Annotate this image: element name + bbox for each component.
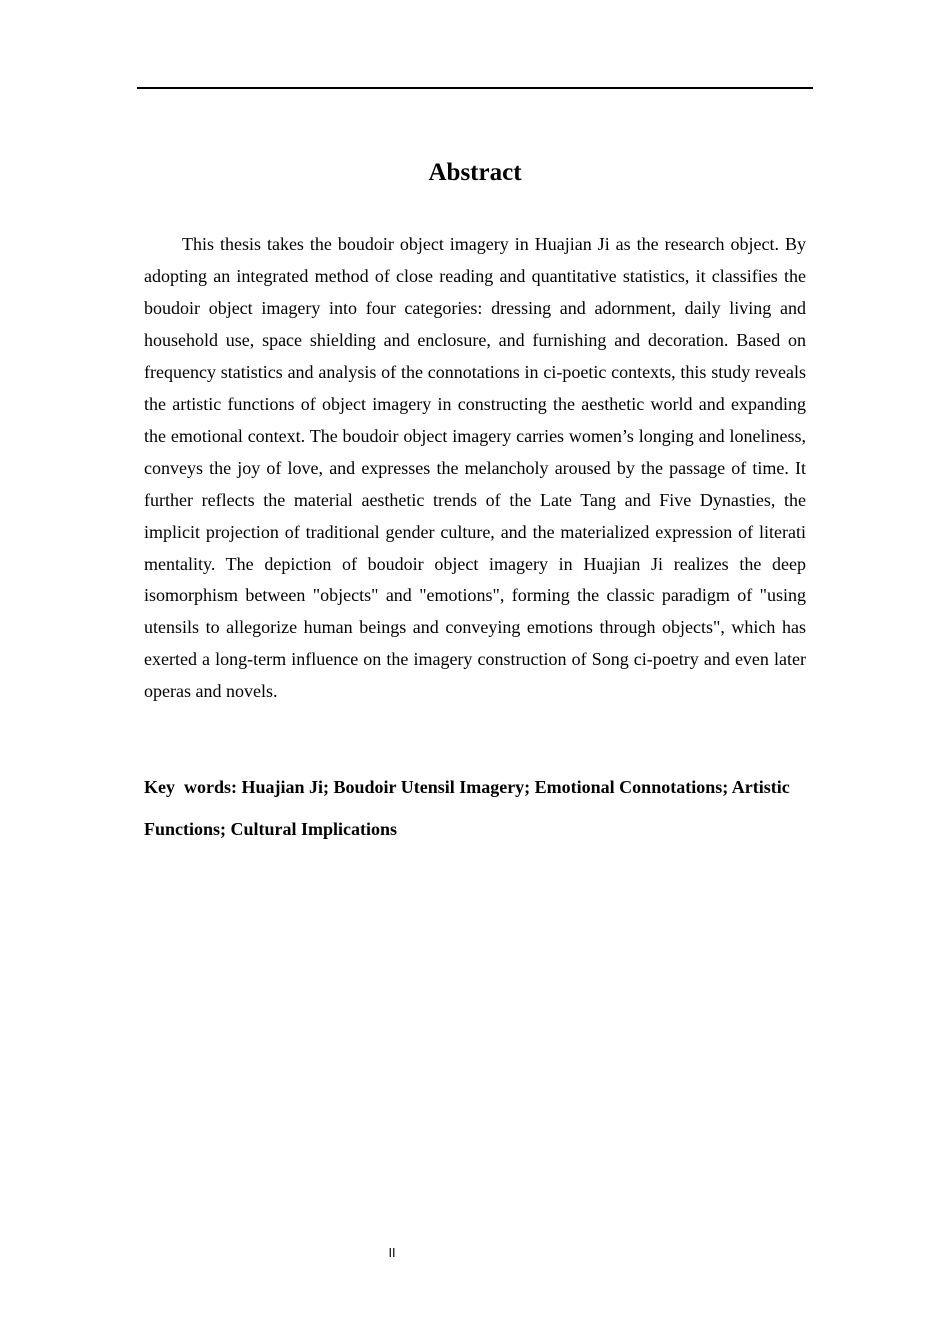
header-rule <box>137 87 813 89</box>
page-number: II <box>388 1246 396 1260</box>
abstract-body: This thesis takes the boudoir object imagery in Huajian Ji as the research object. By adopting an integrated method of close reading and quantitative statistics, it classifies the boudoir object imagery into four categories: dressing and adornment, daily living and household use, space shielding and enclosure, and furnishing and decoration. Based on frequency statistics and analysis of the connotations in ci-poetic contexts, this study reveals the artistic functions of object imagery in constructing the aesthetic world and expanding the emotional context. The boudoir object imagery carries women’s longing and loneliness, conveys the joy of love, and expresses the melancholy aroused by the passage of time. It further reflects the material aesthetic trends of the Late Tang and Five Dynasties, the implicit projection of traditional gender culture, and the materialized expression of literati mentality. The depiction of boudoir object imagery in Huajian Ji realizes the deep isomorphism between "objects" and "emotions", forming the classic paradigm of "using utensils to allegorize human beings and conveying emotions through objects", which has exerted a long-term influence on the imagery construction of Song ci-poetry and even later operas and novels. <box>144 234 806 702</box>
keywords-label: Key words: <box>144 777 237 797</box>
abstract-title: Abstract <box>428 159 522 186</box>
keywords-paragraph <box>144 766 806 850</box>
keywords-list: Huajian Ji; Boudoir Utensil Imagery; Emotional Connotations; Artistic Functions; Cultural Implications <box>144 777 790 839</box>
